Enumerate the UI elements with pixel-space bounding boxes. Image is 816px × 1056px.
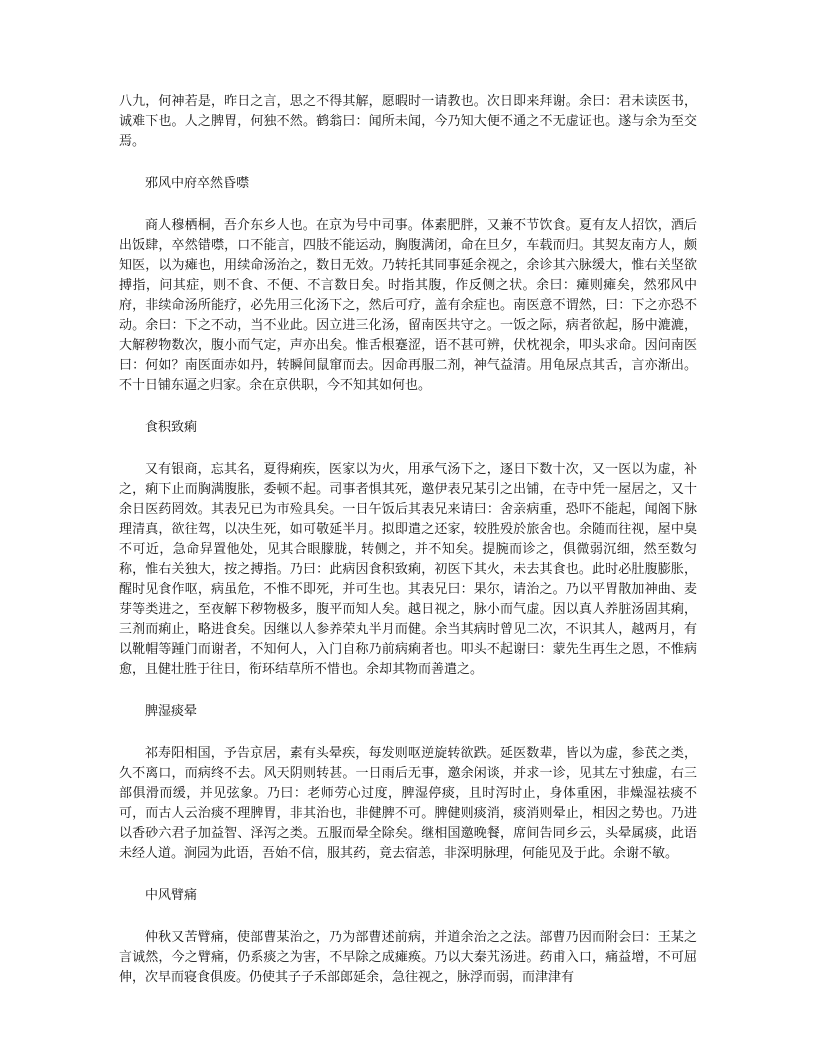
section-heading: 中风臂痛 [145,888,198,903]
section-heading: 邪风中府卒然昏噤 [145,176,250,191]
section-body: 商人穆栖桐，吾介东乡人也。在京为号中司事。体素肥胖，又兼不节饮食。夏有友人招饮，酒后出饭肆，卒然错噤，口不能言，四肢不能运动，胸腹满闭，命在旦夕，车载而归。其契友南方人，颇知医，以为瘫也，用续命汤治之，数日无效。乃转托其同事延余视之，余诊其六脉缓大，惟右关坚欲搏指，问其症，则不食、不便、不言数日矣。时指其腹，作反侧之状。余曰：瘫则瘫矣，然邪风中府，非续命汤所能疗，必先用三化汤下之，然后可疗，盖有余症也。南医意不谓然，曰：下之亦恐不动。余曰：下之不动，当不业此。因立进三化汤，留南医共守之。一饭之际，病者欲起，肠中漉漉，大解秽物数次，腹小而气定，声亦出矣。惟舌根蹇涩，语不甚可辨，伏枕视余，叩头求命。因问南医曰：何如？南医面赤如丹，转瞬间鼠窜而去。因命再服二剂，神气益清。用龟尿点其舌，言亦渐出。不十日铺东逼之归家。余在京供职，今不知其如何也。 [119,218,697,393]
section-body: 又有银商，忘其名，夏得痢疾，医家以为火，用承气汤下之，逐日下数十次，又一医以为虚，补之，痢下止而胸满腹胀，委顿不起。司事者惧其死，邀伊表兄某引之出铺，在寺中凭一屋居之，又十余日医药罔效。其表兄已为市殓具矣。一日午饭后其表兄来请曰：舍亲病重，恐吓不能起，闻阁下脉理清真，欲往驾，以决生死，如可敬延半月。拟即遣之还家，较胜殁於旅舍也。余随而往视，屋中臭不可近，急命舁置他处，见其合眼朦胧，转侧之，并不知矣。提腕而诊之，俱微弱沉细，然至数匀称，惟右关独大，按之搏指。乃曰：此病因食积致痢，初医下其火，未去其食也。此时必肚腹膨胀，醒时见食作呕，病虽危，不惟不即死，并可生也。其表兄曰：果尔，请治之。乃以平胃散加神曲、麦芽等类进之，至夜解下秽物极多，腹平而知人矣。越日视之，脉小而气虚。因以真人养脏汤固其痢，三剂而痢止，略进食矣。因继以人参养荣丸半月而健。余当其病时曾见二次，不识其人，越两月，有以靴帽等踵门而谢者，不知何人，入门自称乃前病痢者也。叩头不起谢曰：蒙先生再生之恩，不惟病愈，且健壮胜于往日，衔环结草所不惜也。余却其物而善遣之。 [119,462,697,677]
opening-paragraph: 八九，何神若是，昨日之言，思之不得其解，愿暇时一请教也。次日即来拜谢。余曰：君未读医书，诚难下也。人之脾胃，何独不然。鹤翁曰：闻所未闻，今乃知大便不通之不无虚证也。遂与余为至交焉。 [119,94,697,149]
section-body: 仲秋又苦臂痛，使部曹某治之，乃为部曹述前病，并道余治之之法。部曹乃因而附会曰：王某之言诚然，今之臂痛，仍系痰之为害，不早除之成瘫痪。乃以大秦艽汤进。药甫入口，痛益增，不可屈伸，次早而寝食俱废。仍使其子子禾部郎延余，急往视之，脉浮而弱，而津津有 [119,930,697,985]
section-heading: 食积致痢 [145,420,198,435]
section-heading: 脾湿痰晕 [145,704,198,719]
section-body: 祁寿阳相国，予告京居，素有头晕疾，每发则呕逆旋转欲跌。延医数辈，皆以为虚，参芪之类，久不离口，而病终不去。风天阴则转甚。一日雨后无事，邀余闲谈，并求一诊，见其左寸独虚，右三部俱滑而缓，并见弦象。乃曰：老师劳心过度，脾湿停痰，且时泻时止，身体重困，非燥湿祛痰不可，而古人云治痰不理脾胃，非其治也，非健脾不可。脾健则痰消，痰消则晕止，相因之势也。乃进以香砂六君子加益智、泽泻之类。五服而晕全除矣。继相国邀晚餐，席间告同乡云，头晕属痰，此语未经人道。涧园为此语，吾始不信，服其药，竟去宿恙，非深明脉理，何能见及于此。余谢不敏。 [119,746,697,861]
document-body [119,92,697,988]
